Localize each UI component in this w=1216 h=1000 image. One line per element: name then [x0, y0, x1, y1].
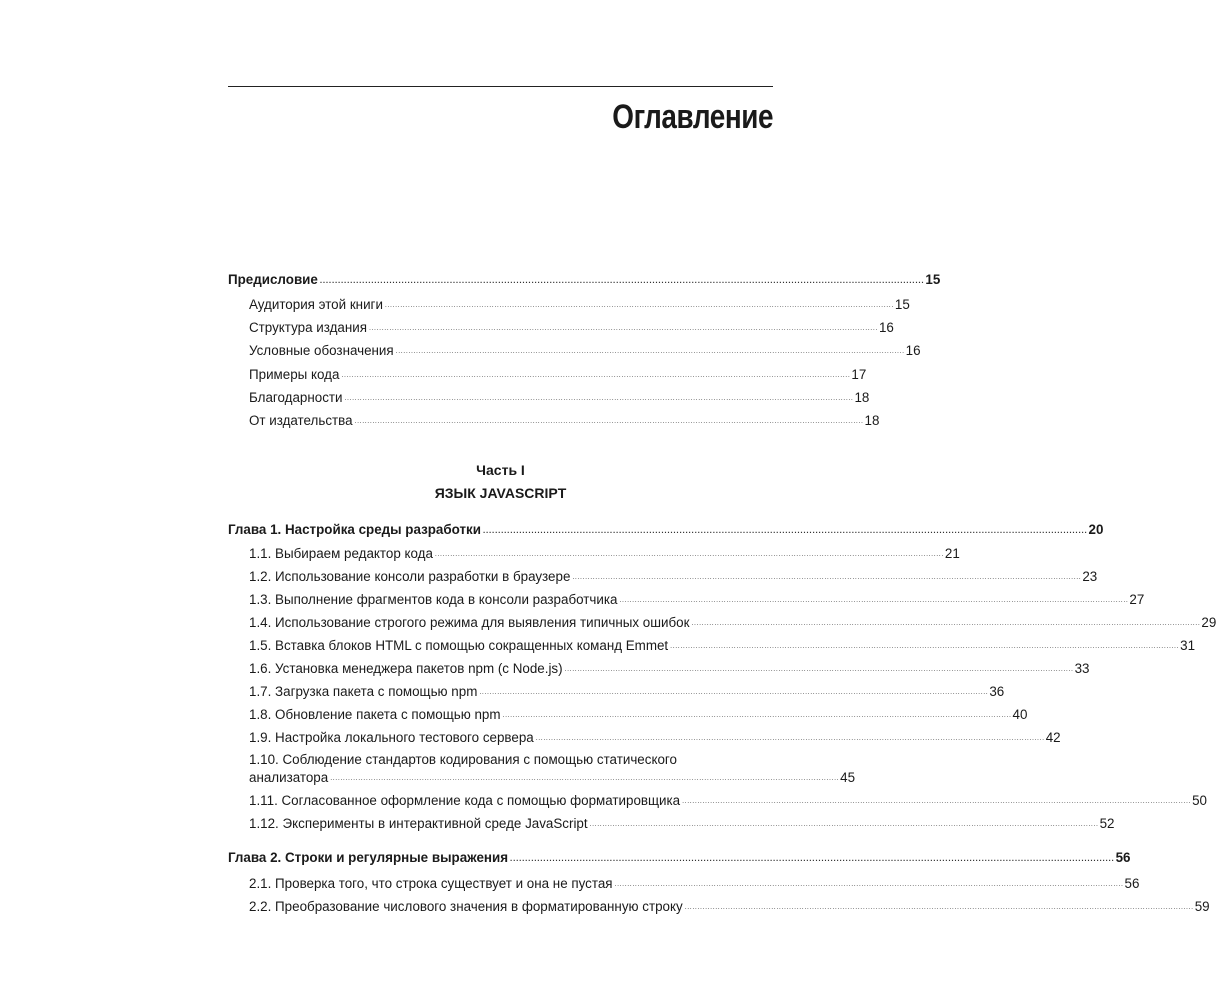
toc-entry-label: Глава 2. Строки и регулярные выражения — [228, 850, 509, 865]
toc-entry[interactable] — [249, 770, 856, 786]
dot-leader: ........................................................................................................................................................................................................ — [368, 325, 878, 332]
toc-entry-label: 1.8. Обновление пакета с помощью npm — [249, 707, 501, 722]
toc-entry-label: 1.4. Использование строгого режима для выявления типичных ошибок — [249, 615, 690, 630]
top-rule — [228, 86, 773, 87]
toc-entry[interactable] — [249, 730, 1061, 746]
toc-entry-label: От издательства — [249, 413, 353, 428]
toc-page-number: 33 — [1074, 661, 1090, 676]
toc-entry[interactable] — [249, 413, 880, 429]
dot-leader: ........................................................................................................................................................................................................ — [572, 574, 1082, 581]
toc-page-number: 16 — [905, 343, 921, 358]
toc-entry-label: Примеры кода — [249, 367, 340, 382]
toc-page-number: 15 — [925, 272, 941, 287]
dot-leader: ........................................................................................................................................................................................................ — [395, 348, 905, 355]
dot-leader: ........................................................................................................................................................................................................ — [564, 666, 1074, 673]
toc-entry-label: 1.7. Загрузка пакета с помощью npm — [249, 684, 478, 699]
toc-page-number: 29 — [1201, 615, 1216, 630]
part-number: Часть I — [476, 462, 525, 478]
toc-entry-label: Условные обозначения — [249, 343, 394, 358]
toc-entry-label: Структура издания — [249, 320, 367, 335]
dot-leader: ........................................................................................................................................................................................................ — [589, 821, 1099, 828]
toc-entry[interactable] — [249, 876, 1140, 892]
toc-entry-label: 1.3. Выполнение фрагментов кода в консоли разработчика — [249, 592, 618, 607]
toc-entry[interactable] — [249, 638, 1196, 654]
toc-entry-label: 1.1. Выбираем редактор кода — [249, 546, 433, 561]
part-name: ЯЗЫК JAVASCRIPT — [434, 485, 567, 501]
dot-leader: ........................................................................................................................................................................................................ — [434, 551, 944, 558]
dot-leader: ........................................................................................................................................................................................................ — [344, 395, 854, 402]
dot-leader: ........................................................................................................................................................................................................ — [482, 526, 1088, 535]
dot-leader: ........................................................................................................................................................................................................ — [682, 798, 1192, 805]
dot-leader: ........................................................................................................................................................................................................ — [319, 276, 925, 285]
page-title: Оглавление — [612, 98, 773, 136]
toc-entry[interactable] — [249, 592, 1145, 608]
toc-entry-label: 1.5. Вставка блоков HTML с помощью сокращенных команд Emmet — [249, 638, 669, 653]
toc-entry[interactable] — [249, 320, 894, 336]
toc-entry-label: анализатора — [249, 770, 329, 785]
toc-page-number: 15 — [894, 297, 910, 312]
toc-entry-label: 1.9. Настройка локального тестового сервера — [249, 730, 534, 745]
dot-leader: ........................................................................................................................................................................................................ — [684, 904, 1194, 911]
toc-entry[interactable] — [249, 569, 1098, 585]
dot-leader: ........................................................................................................................................................................................................ — [619, 597, 1129, 604]
dot-leader: ........................................................................................................................................................................................................ — [502, 712, 1012, 719]
toc-entry-label: 1.6. Установка менеджера пакетов npm (с Node.js) — [249, 661, 563, 676]
toc-page-number: 59 — [1194, 899, 1210, 914]
toc-entry-label: 2.2. Преобразование числового значения в форматированную строку — [249, 899, 683, 914]
dot-leader: ........................................................................................................................................................................................................ — [535, 735, 1045, 742]
toc-entry[interactable] — [249, 707, 1028, 723]
toc-page-number: 20 — [1088, 522, 1104, 537]
toc-page-number: 36 — [989, 684, 1005, 699]
toc-page-number: 18 — [864, 413, 880, 428]
toc-entry-preface[interactable] — [228, 272, 941, 288]
toc-entry-chapter-1[interactable] — [228, 522, 1104, 538]
toc-entry[interactable] — [249, 367, 867, 383]
toc-entry[interactable] — [249, 546, 960, 562]
toc-entry-label: 1.10. Соблюдение стандартов кодирования с помощью статического — [249, 752, 677, 767]
toc-entry-label: Предисловие — [228, 272, 318, 287]
toc-entry-label: Аудитория этой книги — [249, 297, 383, 312]
dot-leader: ........................................................................................................................................................................................................ — [614, 881, 1124, 888]
dot-leader: ........................................................................................................................................................................................................ — [691, 620, 1201, 627]
toc-page-number: 42 — [1045, 730, 1061, 745]
dot-leader: ........................................................................................................................................................................................................ — [384, 302, 894, 309]
toc-page-number: 56 — [1124, 876, 1140, 891]
toc-page-number: 23 — [1082, 569, 1098, 584]
toc-page-number: 52 — [1099, 816, 1115, 831]
toc-entry-label: 2.1. Проверка того, что строка существует и она не пустая — [249, 876, 613, 891]
toc-page-number: 31 — [1180, 638, 1196, 653]
toc-page-number: 40 — [1012, 707, 1028, 722]
toc-page-number: 21 — [944, 546, 960, 561]
toc-page-number: 18 — [854, 390, 870, 405]
toc-entry-label: Благодарности — [249, 390, 343, 405]
toc-entry[interactable] — [249, 816, 1115, 832]
toc-page-number: 45 — [840, 770, 856, 785]
toc-entry[interactable] — [249, 343, 921, 359]
toc-entry[interactable] — [249, 899, 1210, 915]
toc-entry[interactable] — [249, 297, 910, 313]
toc-page-number: 17 — [851, 367, 867, 382]
toc-entry[interactable] — [249, 793, 1207, 809]
toc-entry[interactable] — [249, 390, 870, 406]
toc-page-number: 16 — [878, 320, 894, 335]
toc-entry[interactable] — [249, 661, 1090, 677]
toc-page-number: 56 — [1115, 850, 1131, 865]
dot-leader: ........................................................................................................................................................................................................ — [670, 643, 1180, 650]
dot-leader: ........................................................................................................................................................................................................ — [330, 775, 840, 782]
dot-leader: ........................................................................................................................................................................................................ — [354, 418, 864, 425]
toc-entry[interactable] — [249, 684, 1005, 700]
dot-leader: ........................................................................................................................................................................................................ — [341, 372, 851, 379]
toc-page-number: 50 — [1192, 793, 1207, 808]
toc-entry[interactable] — [249, 615, 1216, 631]
toc-entry-chapter-2[interactable] — [228, 850, 1131, 866]
toc-entry-label: 1.11. Согласованное оформление кода с помощью форматировщика — [249, 793, 681, 808]
toc-entry-label: 1.12. Эксперименты в интерактивной среде JavaScript — [249, 816, 588, 831]
toc-entry-label: 1.2. Использование консоли разработки в браузере — [249, 569, 571, 584]
dot-leader: ........................................................................................................................................................................................................ — [479, 689, 989, 696]
dot-leader: ........................................................................................................................................................................................................ — [510, 854, 1115, 863]
toc-page-number: 27 — [1129, 592, 1145, 607]
toc-entry-label: Глава 1. Настройка среды разработки — [228, 522, 481, 537]
toc-entry-wrapped-first-line[interactable] — [249, 752, 773, 768]
